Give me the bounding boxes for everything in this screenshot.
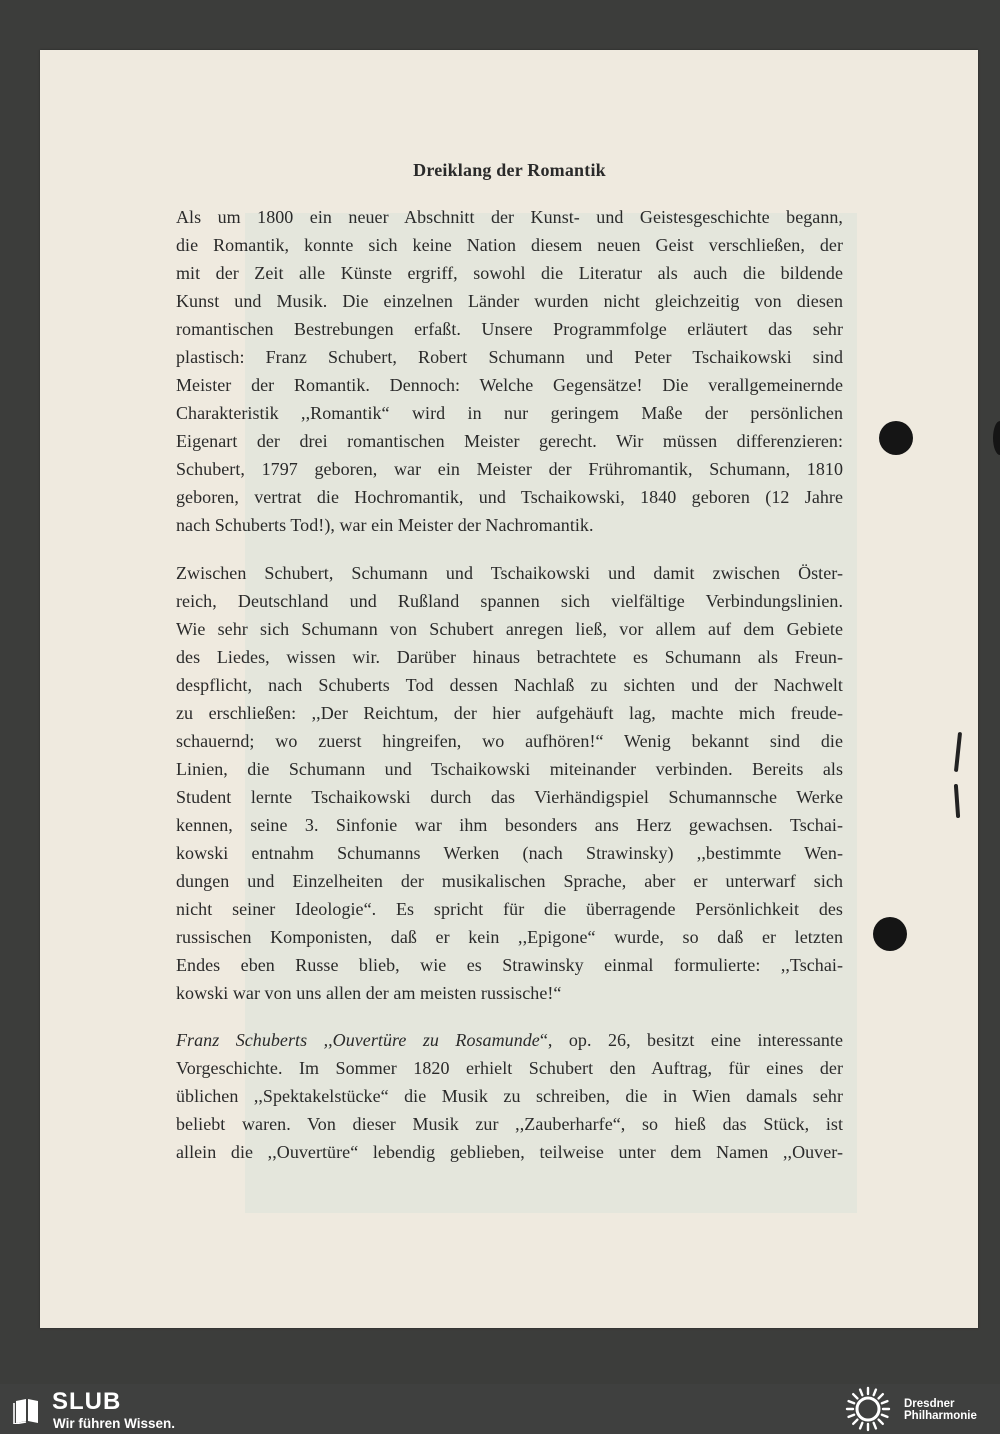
text-line: Charakteristik ,,Romantik“ wird in nur geringem Maße der persönlichen [176,403,843,423]
text-line: Zwischen Schubert, Schumann und Tschaikowski und damit zwischen Öster- [176,563,843,583]
text-line: russischen Komponisten, daß er kein ,,Epigone“ wurde, so daß er letzten [176,927,843,947]
paragraph-rosamunde [176,1026,843,1166]
text-line: kowski war von uns allen der am meisten russische!“ [176,983,562,1003]
text-line: Endes eben Russe blieb, wie es Strawinsky einmal formulierte: ,,Tschai- [176,955,843,975]
book-icon[interactable] [13,1398,41,1424]
text-line: nach Schuberts Tod!), war ein Meister der Nachromantik. [176,515,594,535]
punch-hole-edge [993,421,1000,455]
punch-hole-bottom [873,917,907,951]
text-line: die Romantik, konnte sich keine Nation diesem neuen Geist verschließen, der [176,235,843,255]
partner-name-line2: Philharmonie [904,1410,977,1422]
text-line: Student lernte Tschaikowski durch das Vierhändigspiel Schumannsche Werke [176,787,843,807]
text-line: mit der Zeit alle Künste ergriff, sowohl die Literatur als auch die bildende [176,263,843,283]
sunburst-icon[interactable] [842,1386,894,1432]
partner-name-line1: Dresdner [904,1398,955,1410]
text-line: kennen, seine 3. Sinfonie war ihm besonders ans Herz gewachsen. Tschai- [176,815,843,835]
text-line: Wie sehr sich Schumann von Schubert anregen ließ, vor allem auf dem Gebiete [176,619,843,639]
work-title-italic: Franz Schuberts ,,Ouvertüre zu Rosamunde [176,1030,540,1050]
text-line: zu erschließen: ,,Der Reichtum, der hier aufgehäuft lag, machte mich freude- [176,703,843,723]
text-line: romantischen Bestrebungen erfaßt. Unsere Programmfolge erläutert das sehr [176,319,843,339]
paragraph-intro [176,203,843,539]
text-line [176,1026,843,1054]
paragraph-connections [176,559,843,1007]
footer-bar [0,1384,1000,1434]
text-line: Schubert, 1797 geboren, war ein Meister der Frühromantik, Schumann, 1810 [176,459,843,479]
text-line: schauernd; wo zuerst hingreifen, wo aufhören!“ Wenig bekannt sind die [176,731,843,751]
text-line: Eigenart der drei romantischen Meister gerecht. Wir müssen differenzieren: [176,431,843,451]
text-line: üblichen ,,Spektakelstücke“ die Musik zu schreiben, die in Wien damals sehr [176,1086,843,1106]
text-line: kowski entnahm Schumanns Werken (nach Strawinsky) ,,bestimmte Wen- [176,843,843,863]
text-line: despflicht, nach Schuberts Tod dessen Nachlaß zu sichten und der Nachwelt [176,675,843,695]
partner-logo-text[interactable] [904,1398,977,1422]
text-line: des Liedes, wissen wir. Darüber hinaus betrachtete es Schumann als Freun- [176,647,843,667]
text-line: Vorgeschichte. Im Sommer 1820 erhielt Schubert den Auftrag, für eines der [176,1058,843,1078]
text-line: dungen und Einzelheiten der musikalischen Sprache, aber er unterwarf sich [176,871,843,891]
text-line: plastisch: Franz Schubert, Robert Schumann und Peter Tschaikowski sind [176,347,843,367]
text-line: allein die ,,Ouvertüre“ lebendig geblieben, teilweise unter dem Namen ,,Ouver- [176,1142,843,1162]
punch-hole-top [879,421,913,455]
slub-logo-text[interactable]: SLUB [52,1388,122,1415]
text-line: Als um 1800 ein neuer Abschnitt der Kunst- und Geistesgeschichte begann, [176,207,843,227]
text-span: “, op. 26, besitzt eine interessante [539,1030,844,1050]
document-title: Dreiklang der Romantik [413,160,606,180]
text-line: Linien, die Schumann und Tschaikowski miteinander verbinden. Bereits als [176,759,843,779]
text-line: geboren, vertrat die Hochromantik, und Tschaikowski, 1840 geboren (12 Jahre [176,487,843,507]
text-line: Kunst und Musik. Die einzelnen Länder wurden nicht gleichzeitig von diesen [176,291,843,311]
slub-tagline: Wir führen Wissen. [53,1416,176,1431]
text-line: Meister der Romantik. Dennoch: Welche Gegensätze! Die verallgemeinernde [176,375,843,395]
text-line: beliebt waren. Von dieser Musik zur ,,Zauberharfe“, so hieß das Stück, ist [176,1114,843,1134]
text-line: reich, Deutschland und Rußland spannen sich vielfältige Verbindungslinien. [176,591,843,611]
text-line: nicht seiner Ideologie“. Es spricht für die überragende Persönlichkeit des [176,899,843,919]
